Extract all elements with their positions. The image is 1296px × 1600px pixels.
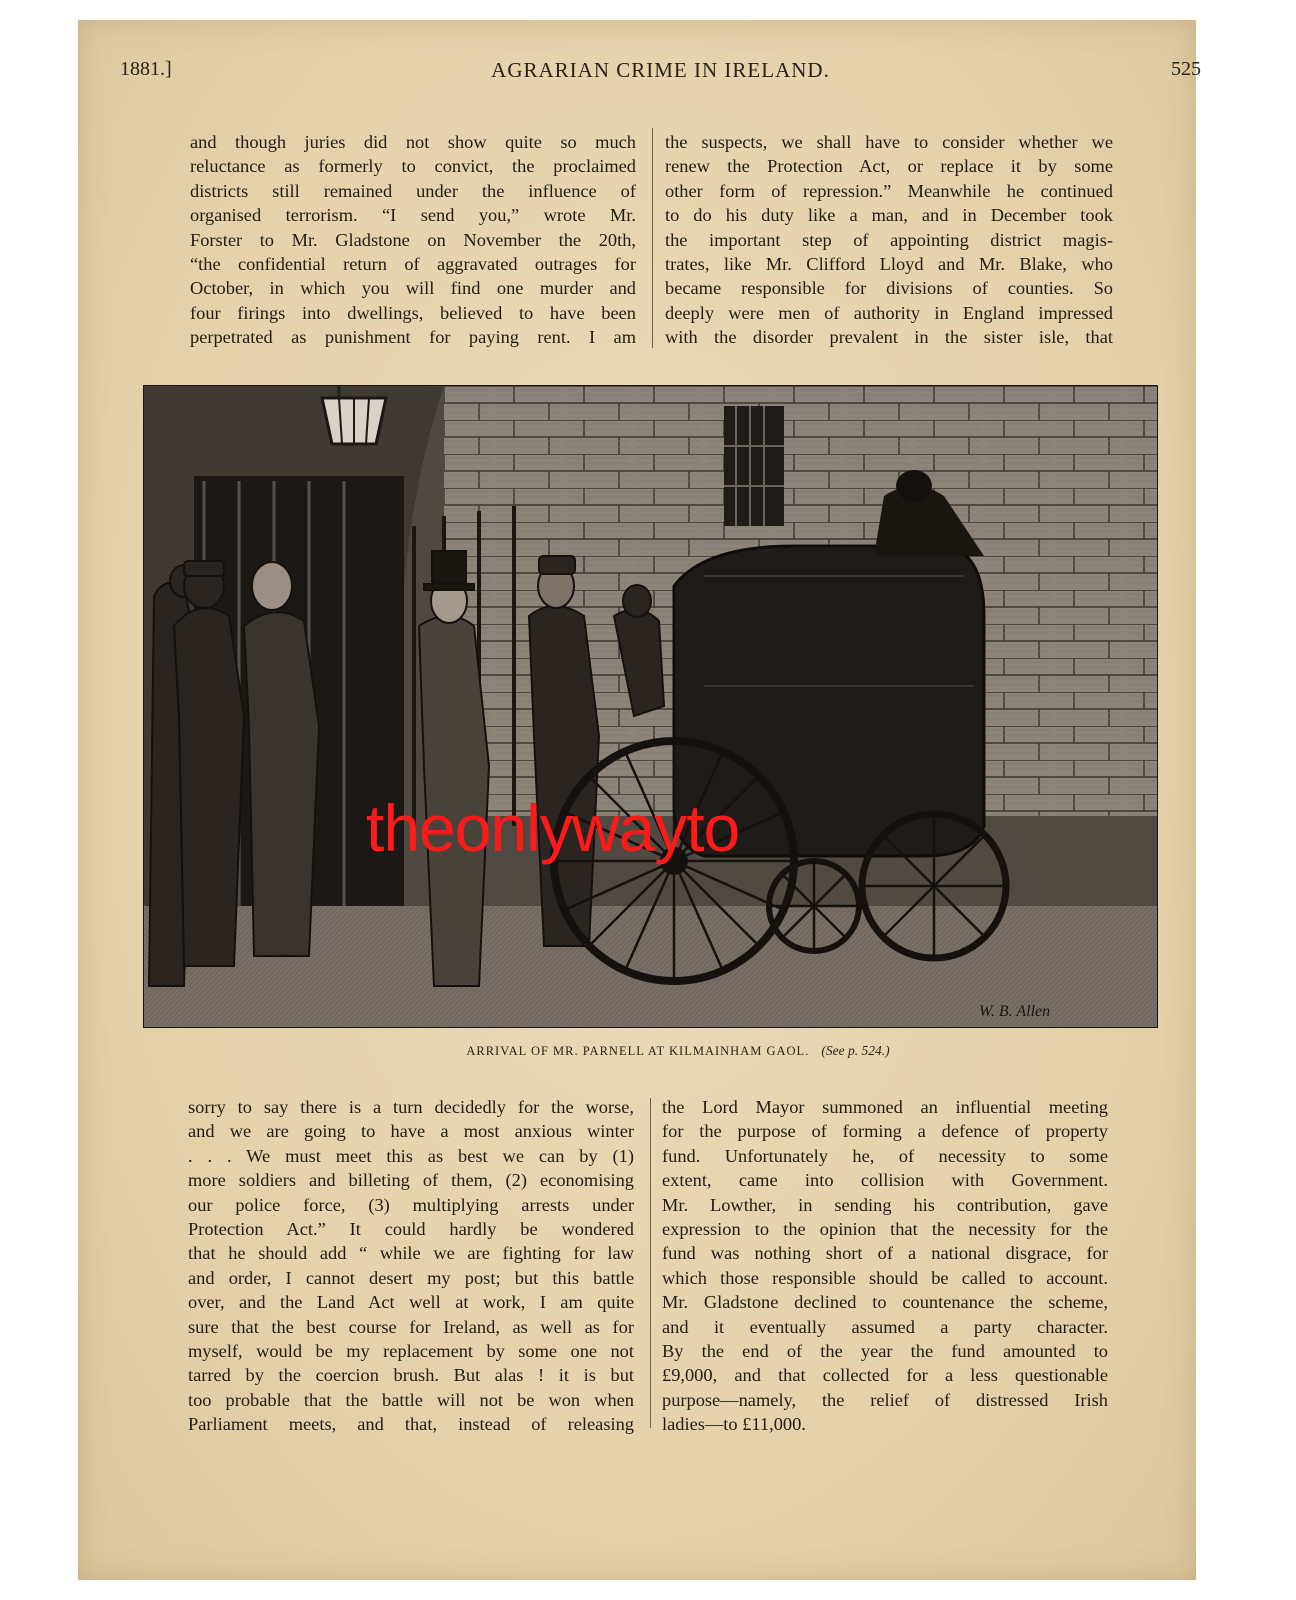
text-line: October, in which you will find one murder and [190, 278, 636, 299]
text-line: Forster to Mr. Gladstone on November the 20th, [190, 229, 636, 250]
text-line: extent, came into collision with Government. [662, 1170, 1108, 1191]
text-line: and it eventually assumed a party character. [662, 1316, 1108, 1337]
text-line: which those responsible should be called to account. [662, 1267, 1108, 1288]
text-line: the Lord Mayor summoned an influential meeting [662, 1097, 1108, 1117]
text-line: tarred by the coercion brush. But alas ! it is but [188, 1365, 634, 1386]
text-line: sure that the best course for Ireland, as well as for [188, 1316, 634, 1337]
text-line: for the purpose of forming a defence of property [662, 1121, 1108, 1142]
text-line: the important step of appointing district magis- [665, 229, 1113, 250]
text-line: with the disorder prevalent in the sister isle, that [665, 327, 1113, 348]
column-divider-top [652, 128, 653, 348]
text-line: to do his duty like a man, and in December took [665, 205, 1113, 226]
text-line: deeply were men of authority in England impressed [665, 302, 1113, 323]
text-line: £9,000, and that collected for a less questionable [662, 1365, 1108, 1386]
text-line: renew the Protection Act, or replace it by some [665, 156, 1113, 177]
text-line: Protection Act.” It could hardly be wondered [188, 1219, 634, 1240]
text-line: ladies—to £11,000. [662, 1414, 806, 1435]
bottom-left-column [188, 1095, 634, 1437]
header-year: 1881.] [120, 58, 172, 80]
text-line: By the end of the year the fund amounted to [662, 1341, 1108, 1362]
text-line: other form of repression.” Meanwhile he continued [665, 180, 1113, 201]
text-line: the suspects, we shall have to consider whether we [665, 132, 1113, 152]
text-line: “the confidential return of aggravated outrages for [190, 254, 636, 275]
engraving-scene [144, 386, 1157, 1027]
text-line: that he should add “ while we are fighting for law [188, 1243, 634, 1264]
bottom-right-column [662, 1095, 1108, 1437]
text-line: Mr. Lowther, in sending his contribution, gave [662, 1194, 1108, 1215]
watermark-text: theonlywayto [366, 791, 740, 865]
text-line: too probable that the battle will not be won when [188, 1389, 634, 1410]
text-line: and order, I cannot desert my post; but this battle [188, 1267, 634, 1288]
text-line: Mr. Gladstone declined to countenance the scheme, [662, 1292, 1108, 1313]
text-line: purpose—namely, the relief of distressed Irish [662, 1389, 1108, 1410]
text-line: became responsible for divisions of counties. So [665, 278, 1113, 299]
text-line: over, and the Land Act well at work, I am quite [188, 1292, 634, 1313]
text-line: expression to the opinion that the necessity for the [662, 1219, 1108, 1240]
header-title: AGRARIAN CRIME IN IRELAND. [491, 58, 830, 82]
text-line: our police force, (3) multiplying arrests under [188, 1194, 634, 1215]
text-line: and we are going to have a most anxious winter [188, 1121, 634, 1142]
text-line: Parliament meets, and that, instead of releasing [188, 1414, 634, 1435]
text-line: and though juries did not show quite so much [190, 132, 636, 152]
column-divider-bottom [650, 1098, 651, 1428]
figure-caption [120, 1043, 1236, 1059]
caption-reference: (See p. 524.) [821, 1043, 890, 1058]
top-left-column [190, 130, 636, 350]
text-line: four firings into dwellings, believed to have been [190, 302, 636, 323]
text-line: myself, would be my replacement by some one not [188, 1341, 634, 1362]
running-header [120, 58, 1201, 88]
caption-text: ARRIVAL OF MR. PARNELL AT KILMAINHAM GAOL. [466, 1044, 810, 1058]
text-line: more soldiers and billeting of them, (2) economising [188, 1170, 634, 1191]
text-line: organised terrorism. “I send you,” wrote Mr. [190, 205, 636, 226]
text-line: fund was nothing short of a national disgrace, for [662, 1243, 1108, 1264]
text-line: fund. Unfortunately he, of necessity to some [662, 1145, 1108, 1166]
engraving-illustration [143, 385, 1158, 1028]
page-number: 525 [1171, 58, 1201, 80]
text-line: reluctance as formerly to convict, the proclaimed [190, 156, 636, 177]
text-line: sorry to say there is a turn decidedly for the worse, [188, 1097, 634, 1117]
text-line: trates, like Mr. Clifford Lloyd and Mr. Blake, who [665, 254, 1113, 275]
text-line: districts still remained under the influence of [190, 180, 636, 201]
artist-signature: W. B. Allen [979, 1003, 1051, 1020]
text-line: . . . We must meet this as best we can by (1) [188, 1145, 634, 1166]
top-right-column [665, 130, 1113, 350]
text-line: perpetrated as punishment for paying rent. I am [190, 327, 636, 348]
